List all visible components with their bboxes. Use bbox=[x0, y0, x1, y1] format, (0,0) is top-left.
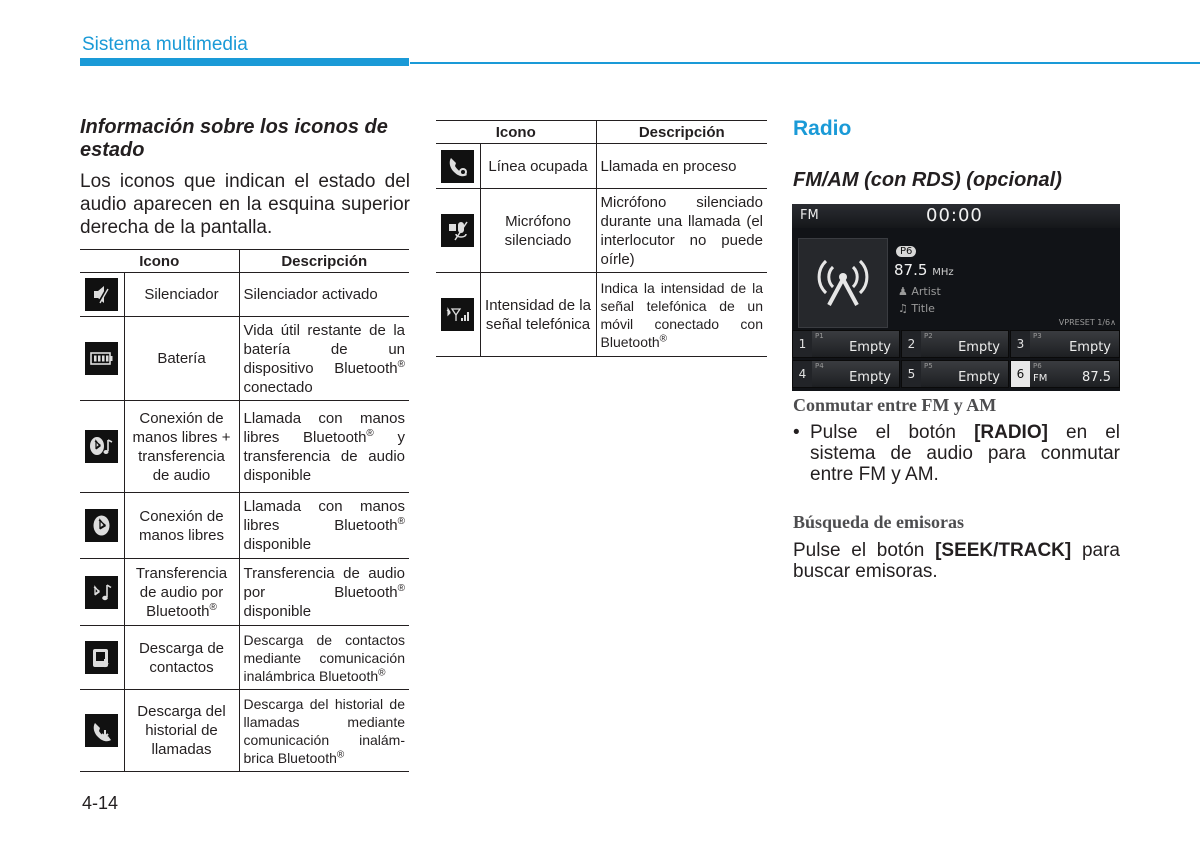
preset-button-2[interactable]: 2 P2 Empty bbox=[901, 330, 1009, 358]
icon-description: Llamada con manos libres Bluetooth® y transferencia de audio disponible bbox=[239, 401, 409, 493]
status-icons-section bbox=[80, 116, 410, 239]
icon-name: Línea ocupada bbox=[480, 144, 596, 189]
table-row bbox=[436, 144, 767, 189]
icon-name: Conexión de manos libres + transferencia de audio bbox=[124, 401, 239, 493]
table-row bbox=[80, 401, 409, 493]
icon-description: Llamada con manos libres Bluetooth® disponible bbox=[239, 493, 409, 559]
table-row bbox=[80, 273, 409, 317]
mic-muted-icon bbox=[441, 214, 474, 247]
radio-heading: Radio bbox=[793, 117, 852, 140]
table-row bbox=[80, 317, 409, 401]
status-icons-table bbox=[80, 249, 409, 772]
radio-antenna-icon bbox=[798, 238, 888, 328]
table-row bbox=[436, 273, 767, 357]
screen-title: ♫ Title bbox=[898, 302, 935, 315]
table-row bbox=[80, 493, 409, 559]
screen-frequency: 87.5 MHz bbox=[894, 261, 954, 279]
icon-name: Transferencia de audio por Bluetooth® bbox=[124, 559, 239, 626]
table-row bbox=[436, 189, 767, 273]
page-number: 4-14 bbox=[82, 793, 119, 813]
radio-screen-illustration bbox=[792, 204, 1120, 391]
screen-vpreset: VPRESET 1/6∧ bbox=[1058, 318, 1116, 327]
icon-description: Descarga del historial de llamadas mediante comunicación inalám-brica Bluetooth® bbox=[239, 690, 409, 772]
section-header: Sistema multimedia bbox=[82, 34, 248, 55]
screen-preset-badge: P6 bbox=[896, 246, 916, 257]
icon-name: Batería bbox=[124, 317, 239, 401]
table-row bbox=[80, 559, 409, 626]
screen-band: FM bbox=[800, 208, 819, 223]
screen-artist: ♟ Artist bbox=[898, 285, 941, 298]
bluetooth-handsfree-icon bbox=[85, 509, 118, 542]
contacts-download-icon bbox=[85, 641, 118, 674]
signal-strength-icon bbox=[441, 298, 474, 331]
table-header-description: Descripción bbox=[596, 121, 767, 144]
bullet-marker: • bbox=[793, 422, 800, 443]
preset-button-6[interactable]: 6 P6 FM 87.5 bbox=[1010, 360, 1120, 388]
icon-description: Silenciador activado bbox=[239, 273, 409, 317]
icon-name: Conexión de manos libres bbox=[124, 493, 239, 559]
status-icons-intro: Los iconos que indican el estado del audio aparecen en la esquina superior derecha de la pantalla. bbox=[80, 171, 410, 238]
call-icons-table bbox=[436, 120, 767, 357]
icon-name: Intensidad de la señal telefónica bbox=[480, 273, 596, 357]
preset-button-5[interactable]: 5 P5 Empty bbox=[901, 360, 1009, 388]
switch-fm-am-instruction: • Pulse el botón [RADIO] en el sistema de audio para conmutar entre FM y AM. bbox=[793, 422, 1121, 485]
icon-name: Descarga del historial de llamadas bbox=[124, 690, 239, 772]
preset-grid bbox=[792, 330, 1120, 391]
preset-button-4[interactable]: 4 P4 Empty bbox=[792, 360, 900, 388]
table-header-icon: Icono bbox=[80, 250, 239, 273]
switch-fm-am-heading: Conmutar entre FM y AM bbox=[793, 395, 997, 415]
table-header-icon: Icono bbox=[436, 121, 596, 144]
icon-description: Indica la intensidad de la señal telefónica de un móvil conectado con Bluetooth® bbox=[596, 273, 767, 357]
header-rule bbox=[410, 62, 1200, 64]
station-search-heading: Búsqueda de emisoras bbox=[793, 512, 965, 532]
icon-description: Descarga de contactos mediante comunicación inalámbrica Bluetooth® bbox=[239, 626, 409, 690]
fm-am-heading: FM/AM (con RDS) (opcional) bbox=[793, 169, 1062, 191]
preset-button-1[interactable]: 1 P1 Empty bbox=[792, 330, 900, 358]
icon-name: Micrófono silenciado bbox=[480, 189, 596, 273]
call-history-download-icon bbox=[85, 714, 118, 747]
table-header-description: Descripción bbox=[239, 250, 409, 273]
bluetooth-audio-icon bbox=[85, 576, 118, 609]
icon-description: Vida útil restante de la batería de un dispositivo Bluetooth® conectado bbox=[239, 317, 409, 401]
station-search-instruction: Pulse el botón [SEEK/TRACK] para buscar emisoras. bbox=[793, 540, 1120, 582]
bluetooth-handsfree-audio-icon bbox=[85, 430, 118, 463]
table-row bbox=[80, 626, 409, 690]
table-row bbox=[80, 690, 409, 772]
screen-clock: 00:00 bbox=[926, 205, 983, 226]
preset-button-3[interactable]: 3 P3 Empty bbox=[1010, 330, 1120, 358]
icon-name: Descarga de contactos bbox=[124, 626, 239, 690]
line-busy-icon bbox=[441, 150, 474, 183]
radio-button-label: [RADIO] bbox=[974, 422, 1048, 443]
header-bar bbox=[80, 58, 409, 66]
icon-description: Transferencia de audio por Bluetooth® disponible bbox=[239, 559, 409, 626]
icon-description: Micrófono silenciado durante una llamada (el interlocutor no puede oírle) bbox=[596, 189, 767, 273]
battery-icon bbox=[85, 342, 118, 375]
seek-track-button-label: [SEEK/TRACK] bbox=[935, 540, 1072, 561]
icon-description: Llamada en proceso bbox=[596, 144, 767, 189]
status-icons-title: Información sobre los iconos de estado bbox=[80, 116, 388, 161]
icon-name: Silenciador bbox=[124, 273, 239, 317]
speaker-mute-icon bbox=[85, 278, 118, 311]
